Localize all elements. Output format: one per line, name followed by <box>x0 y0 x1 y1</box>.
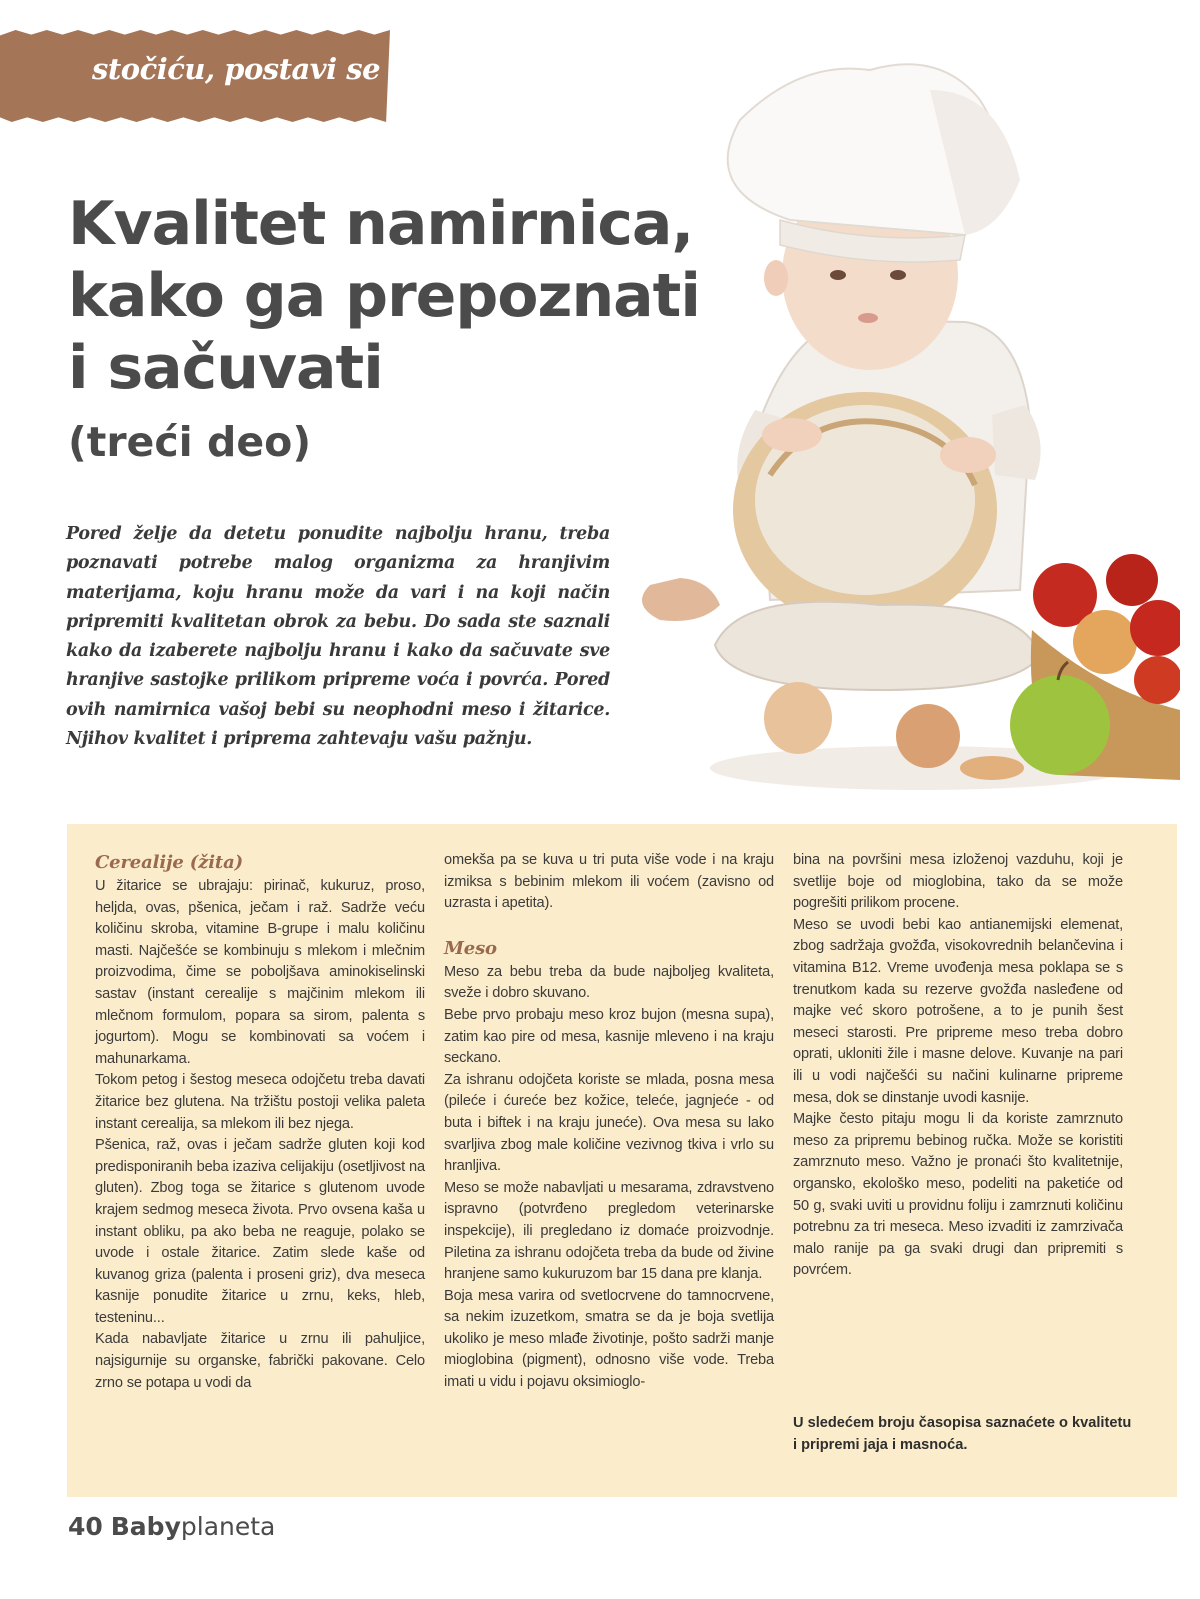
next-issue-note: U sledećem broju časopisa saznaćete o kvalitetu i pripremi jaja i masnoća. <box>793 1415 1132 1453</box>
column-meat-continued <box>793 850 1123 1282</box>
article-subtitle: (treći deo) <box>68 418 312 466</box>
section-banner-text: stočiću, postavi se <box>92 52 381 86</box>
section-heading-cereals: Cerealije (žita) <box>95 852 243 873</box>
article-title: Kvalitet namirnica, kako ga prepoznati i sačuvati <box>68 189 700 403</box>
baby-chef-illustration <box>620 30 1180 810</box>
paragraph: Meso se uvodi bebi kao antianemijski elemenat, zbog sadržaja gvožđa, visokovrednih belančevina i vitamina B12. Vreme uvođenja mesa poklapa se s trenutkom kada su rezerve gvožđa nasleđene od majke već skoro potrošene, a to je punih šest meseci starosti. Pre pripreme meso treba dobro oprati, ukloniti žile i masne delove. Kuvanje na pari ili u vodi najčešći su načini kulinarne pripreme mesa, dok se dinstanje uvodi kasnije. <box>793 916 1123 1106</box>
paragraph: Meso se može nabavljati u mesarama, zdravstveno ispravno (potvrđeno pregledom veterinarske inspekcije), ili pregledano iz domaće proizvodnje. Piletina za ishranu odojčeta treba da bude od živine hranjene samo kukuruzom bar 15 dana pre klanja. <box>444 1179 774 1283</box>
paragraph: omekša pa se kuva u tri puta više vode i na kraju izmiksa s bebinim mlekom ili voćem (zavisno od uzrasta i apetita). <box>444 852 774 912</box>
paragraph: Za ishranu odojčeta koriste se mlada, posna mesa (pileće i ćureće bez kožice, teleće, jagnjeće - od buta i biftek i na kraju juneće). Ova mesa su lako svarljiva zbog male količine vezivnog tkiva i vrlo su hranljiva. <box>444 1071 774 1175</box>
column-meat <box>444 850 774 1394</box>
paragraph: Pšenica, raž, ovas i ječam sadrže gluten koji kod predisponiranih beba izaziva celijakiju (osetljivost na gluten). Zbog toga se žitarice s glutenom uvode krajem sedmog meseca života. Prvo ovsena kaša u instant obliku, pa ako beba ne reaguje, polako se uvode i ostale žitarice. Zatim slede kaše od kuvanog griza (palenta i proseni griz), dva meseca kasnije ponudite žitarice u zrnu, keks, hleb, testeninu... <box>95 1137 425 1326</box>
column-cereals <box>95 850 425 1394</box>
paragraph: Majke često pitaju mogu li da koriste zamrznuto meso za pripremu bebinog ručka. Može se koristiti zamrznuto meso. Važno je pronaći što kvalitetnije, organsko, ekološko meso, podeliti na paketiće od 50 g, svaki uviti u providnu foliju i zamrznuti količinu potrebnu za tri meseca. Meso izvaditi iz zamrzivača malo ranije pa ga svaki drugi dan pripremiti s povrćem. <box>793 1111 1123 1279</box>
paragraph: Bebe prvo probaju meso kroz bujon (mesna supa), zatim kao pire od mesa, kasnije mleveno i na kraju seckano. <box>444 1006 774 1067</box>
section-heading-meat: Meso <box>444 937 497 959</box>
page-number: 40 <box>68 1512 103 1541</box>
paragraph: Meso za bebu treba da bude najboljeg kvaliteta, sveže i dobro skuvano. <box>444 963 774 1002</box>
paragraph: Boja mesa varira od svetlocrvene do tamnocrvene, sa nekim izuzetkom, smatra se da je boja svetlija ukoliko je meso mlađe životinje, pošto sadrži manje mioglobina (pigment), odnosno više vode. Treba imati u vidu i pojavu oksimioglo- <box>444 1287 774 1391</box>
paragraph: bina na površini mesa izloženoj vazduhu, koji je svetlije boje od mioglobina, tako da se može pogrešiti prilikom procene. <box>793 852 1123 912</box>
paragraph: Kada nabavljate žitarice u zrnu ili pahuljice, najsigurnije su organske, fabrički pakovane. Celo zrno se potapa u vodi da <box>95 1331 425 1391</box>
paragraph: Tokom petog i šestog meseca odojčetu treba davati žitarice bez glutena. Na tržištu postoji velika paleta instant cerealija, sa mlekom ili bez njega. <box>95 1072 425 1132</box>
paragraph: U žitarice se ubrajaju: pirinač, kukuruz, proso, heljda, ovas, pšenica, ječam i raž. Sadrže veću količinu skroba, vitamine B-grupe i malu količinu masti. Najčešće se kombinuju s mlekom i mlečnim proizvodima, čime se poboljšava aminokiselinski sastav (instant cerealije s majčinim mlekom ili mlečnom formulom, popara sa sirom, palenta s jogurtom). Mogu se kombinovati sa voćem i mahunarkama. <box>95 878 425 1067</box>
magazine-brand-bold: Baby <box>110 1512 181 1541</box>
magazine-brand-light: planeta <box>180 1512 276 1541</box>
page-footer <box>68 1512 275 1541</box>
article-intro: Pored želje da detetu ponudite najbolju hranu, treba poznavati potrebe malog organizma za hranjivim materijama, koju hranu može da vari i na koji način pripremiti kvalitetan obrok za bebu. Do sada ste saznali kako da izaberete najbolju hranu i kako da sačuvate sve hranjive sastojke prilikom pripreme voća i povrća. Pored ovih namirnica vašoj bebi su neophodni meso i žitarice. Njihov kvalitet i priprema zahtevaju vašu pažnju. <box>66 524 610 750</box>
